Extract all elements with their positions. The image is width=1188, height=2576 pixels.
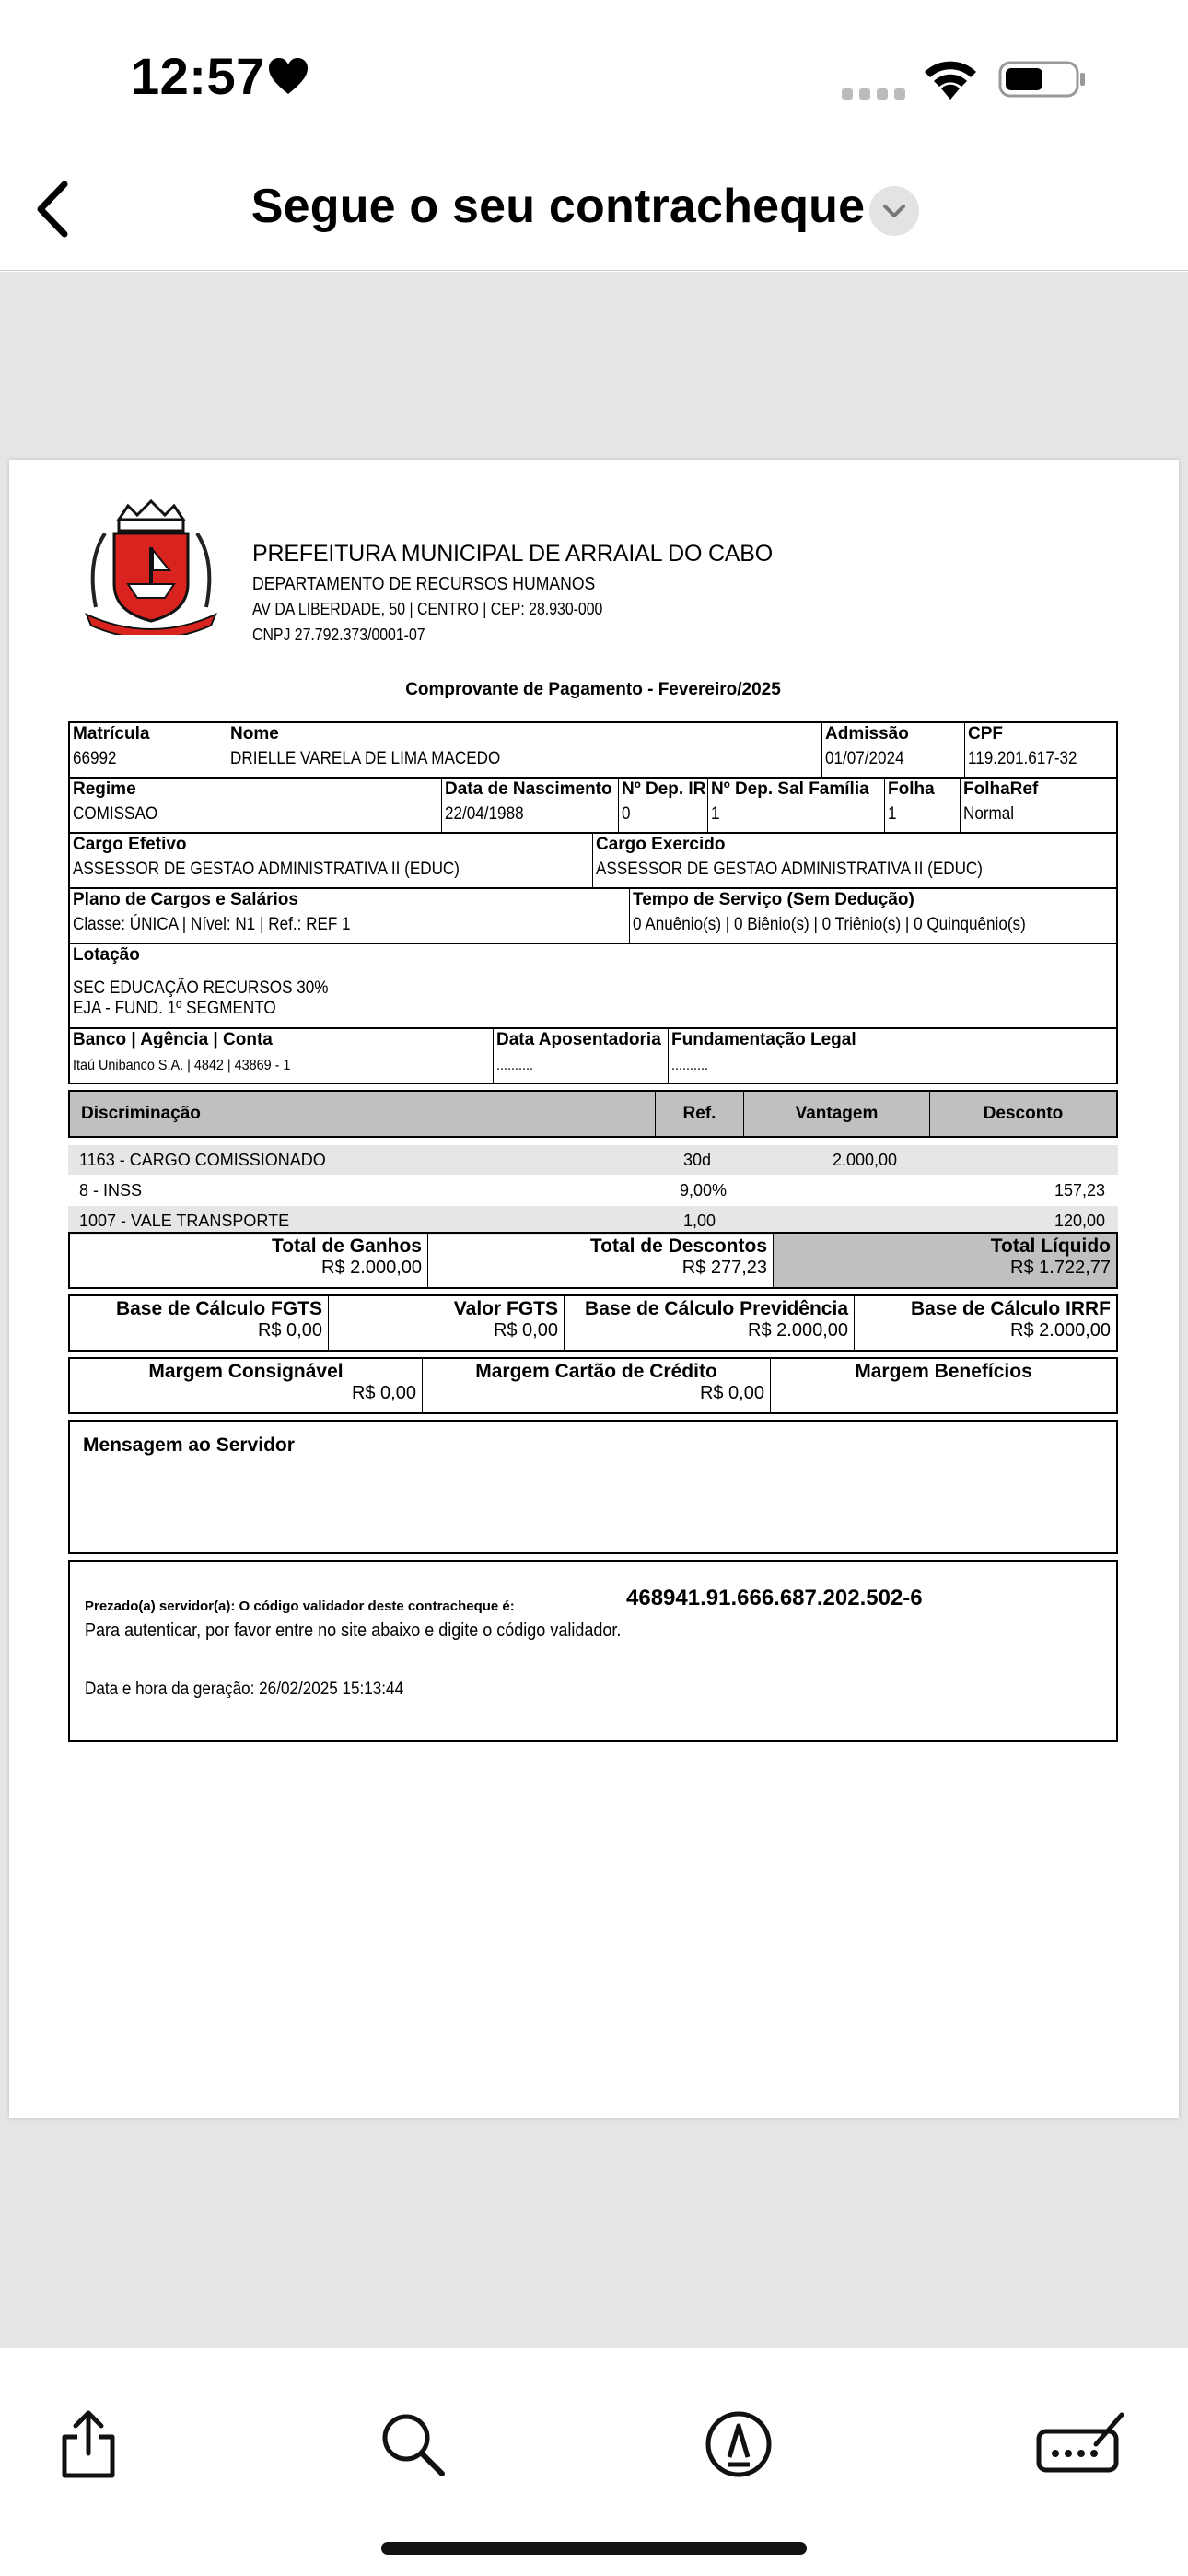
row-ref: 30d (683, 1151, 712, 1169)
folha-label: Folha (888, 779, 935, 799)
folharef-label: FolhaRef (963, 779, 1039, 799)
cpf-cell (965, 723, 1116, 777)
org-cnpj: CNPJ 27.792.373/0001-07 (252, 626, 425, 644)
margem-consignavel-cell (70, 1359, 423, 1412)
plano-value: Classe: ÚNICA | Nível: N1 | Ref.: REF 1 (73, 915, 351, 934)
row-desc: 1163 - CARGO COMISSIONADO (79, 1151, 326, 1169)
dep-ir-label: Nº Dep. IR (622, 779, 706, 799)
margem-cartao-label: Margem Cartão de Crédito (475, 1361, 717, 1382)
dep-ir-cell (619, 779, 708, 832)
row-vantagem: 2.000,00 (833, 1151, 898, 1169)
nascimento-value: 22/04/1988 (445, 804, 524, 824)
base-fgts-cell (70, 1296, 329, 1350)
matricula-cell (70, 723, 227, 777)
margem-cartao-value: R$ 0,00 (699, 1383, 764, 1403)
lotacao-cell (70, 944, 1116, 1027)
base-previdencia-value: R$ 2.000,00 (748, 1320, 848, 1341)
cellular-signal-icon (842, 88, 906, 100)
aposentadoria-label: Data Aposentadoria (496, 1030, 661, 1049)
total-descontos-cell (428, 1234, 774, 1287)
total-liquido-label: Total Líquido (990, 1235, 1111, 1257)
org-name: PREFEITURA MUNICIPAL DE ARRAIAL DO CABO (252, 541, 774, 567)
total-ganhos-cell (70, 1234, 428, 1287)
status-time: 12:57 (131, 47, 265, 105)
dep-ir-value: 0 (622, 804, 631, 824)
dep-sal-familia-label: Nº Dep. Sal Família (711, 779, 869, 799)
margem-cartao-cell (423, 1359, 771, 1412)
row-desconto: 120,00 (1054, 1212, 1105, 1230)
row-ref: 9,00% (680, 1181, 728, 1200)
margem-consignavel-label: Margem Consignável (148, 1361, 344, 1382)
cargo-exercido-cell (593, 834, 1116, 887)
chevron-down-icon (869, 186, 919, 236)
bases-row (68, 1294, 1118, 1352)
wifi-icon (921, 57, 980, 101)
ident-row-1 (68, 721, 1118, 779)
page-title: Segue o seu contracheque (250, 180, 866, 233)
battery-icon (998, 59, 1087, 100)
fundamentacao-cell (669, 1029, 1116, 1083)
nome-value: DRIELLE VARELA DE LIMA MACEDO (230, 749, 501, 768)
ident-row-4 (68, 887, 1118, 944)
lotacao-line-2: EJA - FUND. 1º SEGMENTO (73, 999, 276, 1018)
total-ganhos-value: R$ 2.000,00 (321, 1258, 422, 1278)
plano-label: Plano de Cargos e Salários (73, 890, 298, 909)
tempo-servico-label: Tempo de Serviço (Sem Dedução) (633, 890, 914, 909)
table-row (68, 1176, 1118, 1205)
department-name: DEPARTAMENTO DE RECURSOS HUMANOS (252, 574, 596, 594)
generation-datetime: Data e hora da geração: 26/02/2025 15:13:44 (85, 1680, 404, 1699)
nome-cell (227, 723, 822, 777)
aposentadoria-cell (494, 1029, 669, 1083)
row-desc: 8 - INSS (79, 1181, 143, 1200)
tempo-servico-cell (630, 889, 1116, 943)
cargo-exercido-label: Cargo Exercido (596, 835, 726, 854)
folha-cell (885, 779, 961, 832)
ident-row-lotacao (68, 943, 1118, 1029)
col-desconto: Desconto (983, 1104, 1064, 1123)
valor-fgts-label: Valor FGTS (453, 1298, 558, 1319)
base-fgts-value: R$ 0,00 (257, 1320, 322, 1341)
row-desc: 1007 - VALE TRANSPORTE (79, 1212, 290, 1230)
col-vantagem: Vantagem (744, 1092, 930, 1136)
table-row (68, 1145, 1118, 1175)
org-address: AV DA LIBERDADE, 50 | CENTRO | CEP: 28.930-000 (252, 600, 603, 618)
margem-consignavel-value: R$ 0,00 (351, 1383, 416, 1403)
row-ref: 1,00 (683, 1212, 716, 1230)
total-descontos-label: Total de Descontos (589, 1235, 767, 1257)
total-ganhos-label: Total de Ganhos (272, 1235, 422, 1257)
cpf-value: 119.201.617-32 (968, 749, 1077, 768)
search-icon[interactable] (376, 2407, 449, 2481)
margem-beneficios-label: Margem Benefícios (855, 1361, 1032, 1382)
validator-instructions: Para autenticar, por favor entre no site abaixo e digite o código validador. (85, 1621, 622, 1641)
totals-row (68, 1232, 1118, 1289)
matricula-label: Matrícula (73, 724, 150, 744)
document-viewer[interactable] (0, 272, 1188, 2348)
nome-label: Nome (230, 724, 279, 744)
folha-value: 1 (888, 804, 897, 824)
folharef-value: Normal (963, 804, 1015, 824)
cargo-efetivo-label: Cargo Efetivo (73, 835, 187, 854)
share-icon[interactable] (52, 2407, 125, 2481)
lotacao-label: Lotação (73, 945, 140, 965)
items-table-header (68, 1090, 1118, 1138)
base-previdencia-label: Base de Cálculo Previdência (585, 1298, 848, 1319)
heart-icon (267, 57, 309, 96)
cargo-efetivo-value: ASSESSOR DE GESTAO ADMINISTRATIVA II (EDUC) (73, 860, 460, 879)
mensagem-label: Mensagem ao Servidor (83, 1434, 295, 1456)
margem-beneficios-cell (771, 1359, 1116, 1412)
municipal-crest-logo (77, 497, 225, 635)
nascimento-label: Data de Nascimento (445, 779, 612, 799)
home-indicator (381, 2542, 807, 2555)
total-liquido-value: R$ 1.722,77 (1010, 1258, 1111, 1278)
lotacao-line-1: SEC EDUCAÇÃO RECURSOS 30% (73, 978, 329, 998)
banco-cell (70, 1029, 494, 1083)
fundamentacao-value: .......... (671, 1058, 709, 1073)
total-liquido-cell (774, 1234, 1116, 1287)
banco-value: Itaú Unibanco S.A. | 4842 | 43869 - 1 (73, 1058, 291, 1073)
admissao-label: Admissão (825, 724, 909, 744)
base-previdencia-cell (565, 1296, 855, 1350)
row-desconto: 157,23 (1054, 1181, 1105, 1200)
ident-row-banco (68, 1027, 1118, 1084)
matricula-value: 66992 (73, 749, 117, 768)
signature-icon[interactable] (1035, 2407, 1127, 2481)
document-page (9, 460, 1179, 2118)
title-menu-button[interactable] (869, 186, 919, 236)
markup-pen-icon[interactable] (702, 2407, 775, 2481)
dep-sal-familia-cell (708, 779, 885, 832)
base-irrf-value: R$ 2.000,00 (1010, 1320, 1111, 1341)
folharef-cell (961, 779, 1116, 832)
cpf-label: CPF (968, 724, 1003, 744)
validator-code: 468941.91.666.687.202.502-6 (626, 1586, 923, 1610)
valor-fgts-cell (329, 1296, 565, 1350)
base-fgts-label: Base de Cálculo FGTS (115, 1298, 322, 1319)
mensagem-box (68, 1420, 1118, 1554)
banco-label: Banco | Agência | Conta (73, 1030, 273, 1049)
col-ref: Ref. (656, 1092, 744, 1136)
regime-label: Regime (73, 779, 136, 799)
validator-box (68, 1560, 1118, 1742)
validator-label: Prezado(a) servidor(a): O código validador deste contracheque é: (85, 1598, 515, 1614)
regime-cell (70, 779, 442, 832)
regime-value: COMISSAO (73, 804, 158, 824)
margens-row (68, 1357, 1118, 1414)
admissao-value: 01/07/2024 (825, 749, 904, 768)
dep-sal-familia-value: 1 (711, 804, 720, 824)
valor-fgts-value: R$ 0,00 (493, 1320, 558, 1341)
ident-row-2 (68, 777, 1118, 834)
navigation-bar (0, 147, 1188, 271)
status-bar (0, 0, 1188, 147)
base-irrf-label: Base de Cálculo IRRF (910, 1298, 1111, 1319)
col-discriminacao: Discriminação (70, 1092, 656, 1136)
tempo-servico-value: 0 Anuênio(s) | 0 Biênio(s) | 0 Triênio(s) | 0 Quinquênio(s) (633, 915, 1026, 934)
base-irrf-cell (855, 1296, 1116, 1350)
nascimento-cell (442, 779, 619, 832)
fundamentacao-label: Fundamentação Legal (671, 1030, 856, 1049)
plano-cell (70, 889, 630, 943)
cargo-efetivo-cell (70, 834, 593, 887)
bottom-toolbar (0, 2348, 1188, 2576)
payslip-title: Comprovante de Pagamento - Fevereiro/2025 (405, 680, 781, 699)
cargo-exercido-value: ASSESSOR DE GESTAO ADMINISTRATIVA II (EDUC) (596, 860, 983, 879)
admissao-cell (822, 723, 965, 777)
ident-row-3 (68, 832, 1118, 889)
total-descontos-value: R$ 277,23 (681, 1258, 767, 1278)
aposentadoria-value: .......... (496, 1058, 534, 1073)
